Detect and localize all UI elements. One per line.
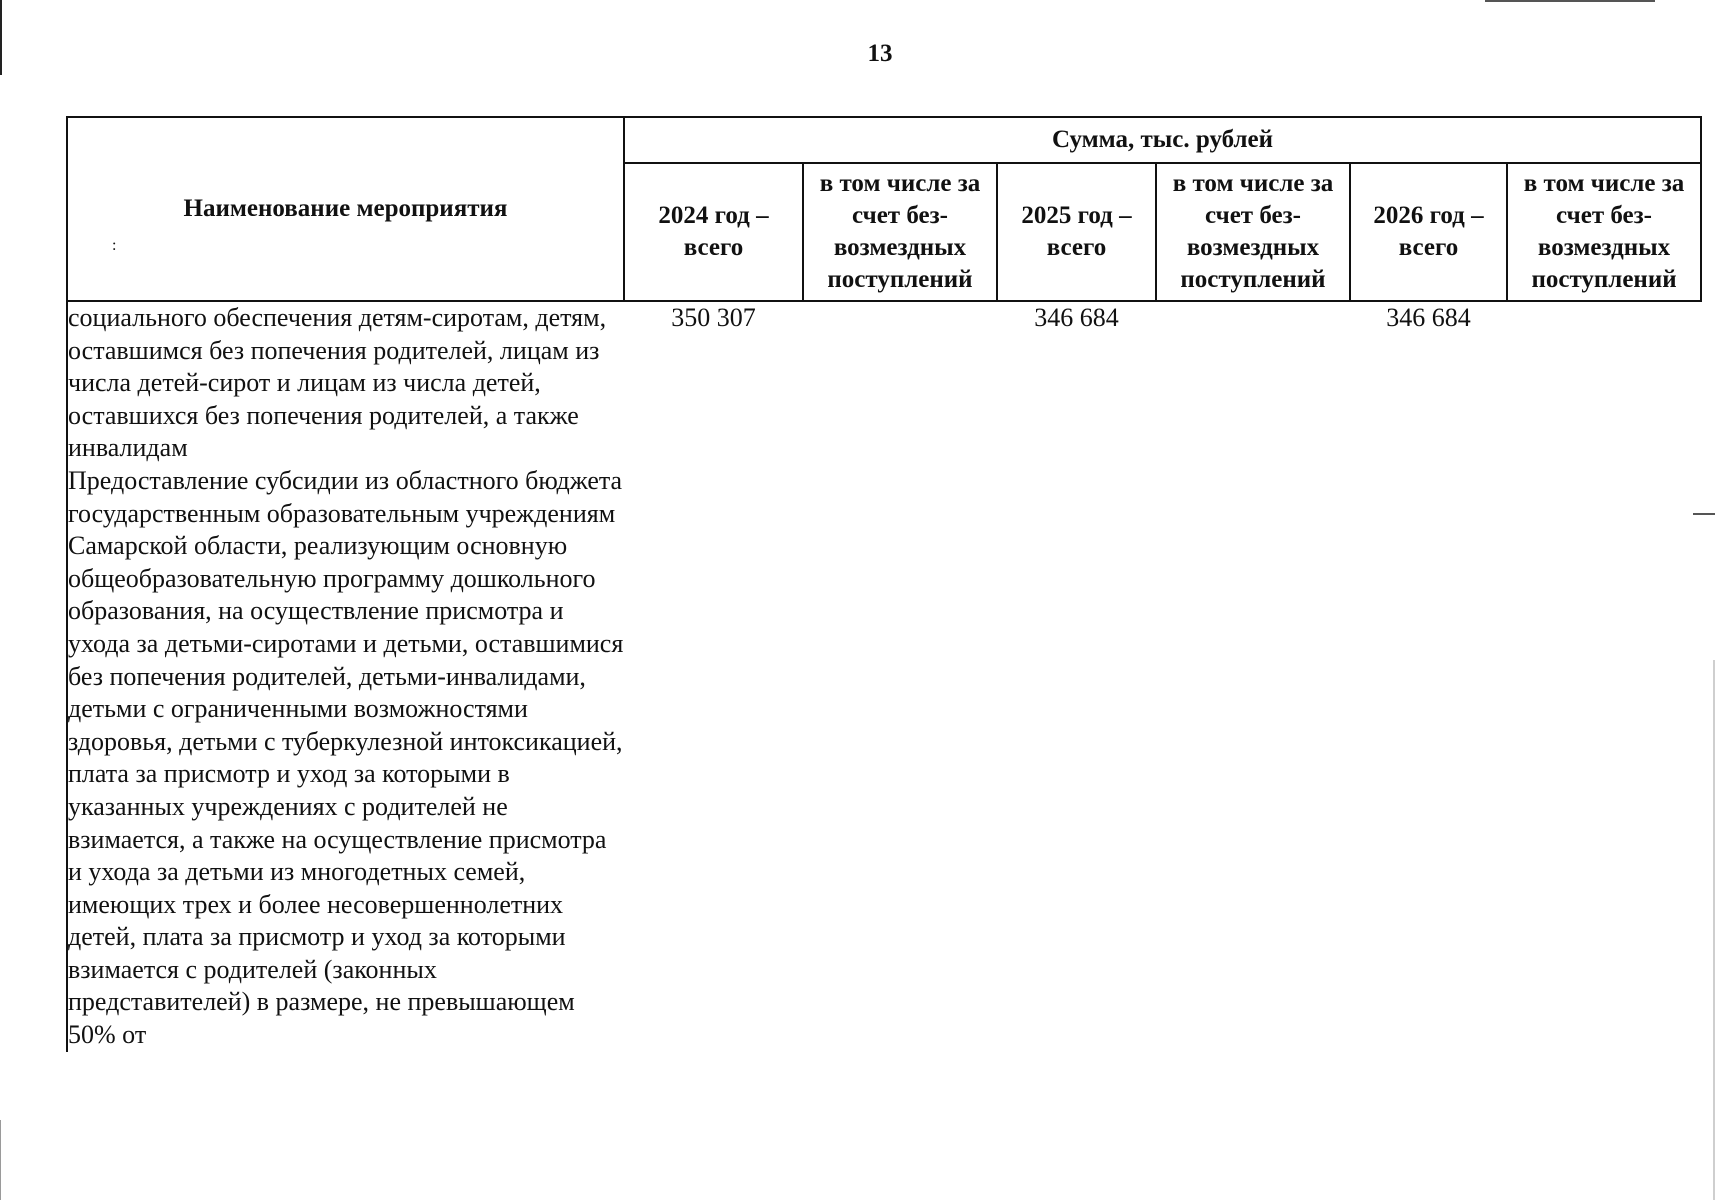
- cell-2026-total: 346 684: [1386, 303, 1471, 332]
- cell-2025-total: 346 684: [1034, 303, 1119, 332]
- name-column-label: Наименование мероприятия: [183, 195, 508, 222]
- column-header-2024-total: 2024 год – всего: [624, 163, 803, 301]
- cell-2025-grants: [1156, 301, 1350, 1052]
- cell-2026-grants: [1507, 301, 1701, 1052]
- column-header-2026-total: 2026 год – всего: [1350, 163, 1507, 301]
- scan-edge-top: [1485, 0, 1655, 2]
- cell-2024-total: 350 307: [671, 303, 756, 332]
- cell-2024-grants: [803, 301, 997, 1052]
- header-row-top: [67, 117, 1701, 163]
- column-header-2024-grants: в том числе за счет без-возмездных поступлений: [803, 163, 997, 301]
- scan-speck: :: [112, 237, 117, 254]
- column-header-2026-grants: в том числе за счет без-возмездных поступлений: [1507, 163, 1701, 301]
- page-number: 13: [867, 40, 893, 67]
- table-row: [67, 301, 1701, 1052]
- column-header-2025-grants: в том числе за счет без-возмездных поступлений: [1156, 163, 1350, 301]
- scan-edge-left-bottom: [0, 1120, 1, 1200]
- row-description: [67, 301, 624, 1052]
- amount-group-header: Сумма, тыс. рублей: [624, 117, 1701, 163]
- name-column-header: [67, 117, 624, 301]
- row-description-main: Предоставление субсидии из областного бюджета государственным образовательным учреждениям Самарской области, реализующим основную общеобразовательную программу дошкольного образования, на осуществление присмотра и ухода за детьми-сиротами и детьми, оставшимися без попечения родителей, детьми-инвалидами, детьми с ограниченными возможностями здоровья, детьми с туберкулезной интоксикацией, плата за присмотр и уход за которыми в указанных учреждениях с родителей не взимается, а также на осуществление присмотра и ухода за детьми из многодетных семей, имеющих трех и более несовершеннолетних детей, плата за присмотр и уход за которыми взимается с родителей (законных представителей) в размере, не превышающем 50% от: [68, 465, 624, 1050]
- budget-table: [66, 116, 1702, 1052]
- row-description-continued: социального обеспечения детям-сиротам, детям, оставшимся без попечения родителей, лицам из числа детей-сирот и лицам из числа детей, оставшихся без попечения родителей, а также инвалидам: [68, 303, 607, 463]
- column-header-2025-total: 2025 год – всего: [997, 163, 1156, 301]
